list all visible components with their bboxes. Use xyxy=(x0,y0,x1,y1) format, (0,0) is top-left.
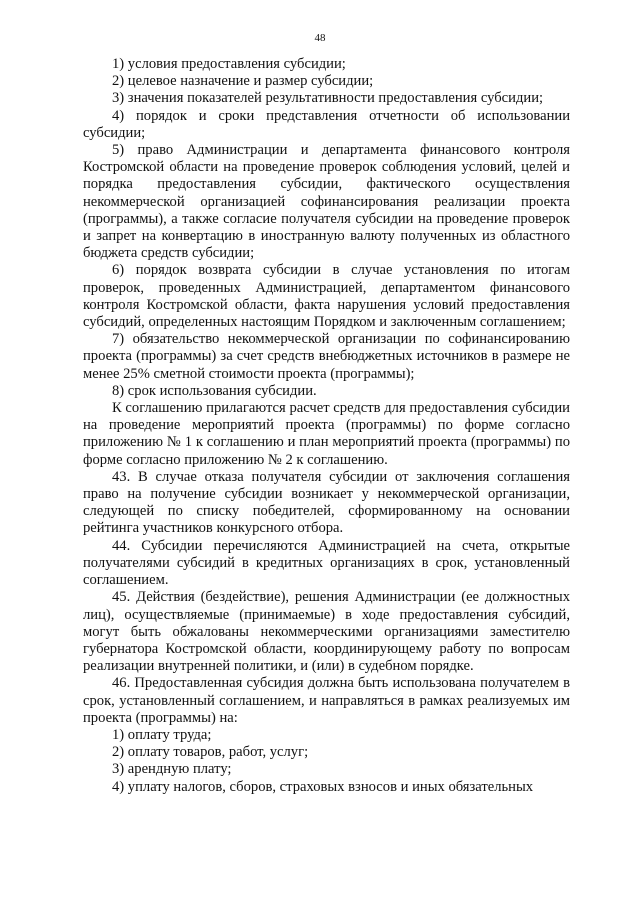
paragraph-2: 2) целевое назначение и размер субсидии; xyxy=(112,73,374,90)
clause-46-item-3: 3) арендную плату; xyxy=(112,761,232,778)
page-number: 48 xyxy=(314,32,326,44)
clause-46-item-4: 4) уплату налогов, сборов, страховых взносов и иных обязательных xyxy=(112,778,534,795)
clause-46-item-2: 2) оплату товаров, работ, услуг; xyxy=(112,744,309,761)
paragraph-6: 6) порядок возврата субсидии в случае установления по итогам проверок, проведенных Администрацией, департаментом финансового контроля Костромской области, факта нарушения условий предоставления субсидий, определенных настоящим Порядком и заключенным соглашением; xyxy=(83,262,570,331)
clause-46: 46. Предоставленная субсидия должна быть использована получателем в срок, установленный соглашением, и направляться в рамках реализуемых им проекта (программы) на: xyxy=(83,675,570,726)
clause-44: 44. Субсидии перечисляются Администрацией на счета, открытые получателями субсидий в кредитных организациях в срок, установленный соглашением. xyxy=(83,537,570,589)
paragraph-3: 3) значения показателей результативности предоставления субсидии; xyxy=(112,90,544,107)
clause-46-item-1: 1) оплату труда; xyxy=(112,726,212,743)
clause-45: 45. Действия (бездействие), решения Администрации (ее должностных лиц), осуществляемые (принимаемые) в ходе предоставления субсидий, могут быть обжалованы некоммерческими организациями заместителю губернатора Костромской области, координирующему работу по вопросам реализации внутренней политики, и (или) в судебном порядке. xyxy=(83,589,570,675)
paragraph-1: 1) условия предоставления субсидии; xyxy=(112,56,346,72)
document-body xyxy=(83,56,570,796)
paragraph-7: 7) обязательство некоммерческой организации по софинансированию проекта (программы) за счет средств внебюджетных источников в размере не менее 25% сметной стоимости проекта (программы); xyxy=(83,331,570,382)
paragraph-4: 4) порядок и сроки представления отчетности об использовании субсидии; xyxy=(83,107,570,141)
clause-43: 43. В случае отказа получателя субсидии от заключения соглашения право на получение субсидии возникает у некоммерческой организации, следующей по списку победителей, сформированному на основании рейтинга участников конкурсного отбора. xyxy=(83,468,570,537)
paragraph-8: 8) срок использования субсидии. xyxy=(112,382,317,399)
paragraph-5: 5) право Администрации и департамента финансового контроля Костромской области на проведение проверок соблюдения условий, целей и порядка предоставления субсидии, фактического осуществления некоммерческой организацией софинансирования реализации проекта (программы), а также согласие получателя субсидии на проведение проверок и запрет на конвертацию в иностранную валюту полученных из областного бюджета средств субсидии; xyxy=(83,142,570,262)
paragraph-attachments: К соглашению прилагаются расчет средств для предоставления субсидии на проведение мероприятий проекта (программы) по форме согласно приложению № 1 к соглашению и план мероприятий проекта (программы) по форме согласно приложению № 2 к соглашению. xyxy=(83,400,570,468)
